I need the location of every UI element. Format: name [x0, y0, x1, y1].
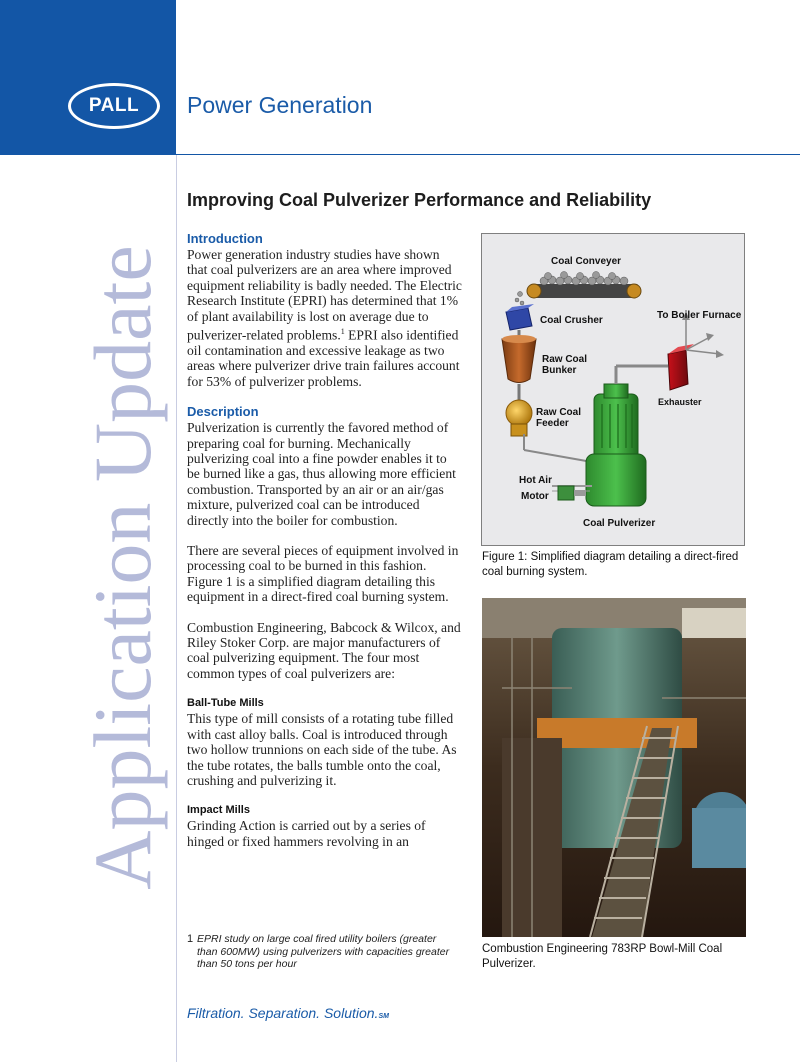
logo-text: PALL — [88, 95, 140, 116]
raw-coal-bunker — [502, 335, 536, 383]
coal-pulverizer-unit — [586, 384, 646, 506]
intro-text-a: Power generation industry studies have shown that coal pulverizers are an area where improved equipment reliability is badly needed. The Electric Research Institute (EPRI) has determined that 1% of plant availability is lost on average due to pulverizer-related problems. — [187, 247, 462, 343]
label-coal-conveyer: Coal Conveyer — [551, 256, 622, 267]
footnote-number: 1 — [187, 933, 194, 945]
service-mark: SM — [378, 1013, 389, 1020]
article-title: Improving Coal Pulverizer Performance and Reliability — [187, 190, 652, 210]
impact-mills-heading: Impact Mills — [187, 804, 250, 817]
pulverizer-photo — [482, 598, 746, 937]
label-raw-coal-bunker-2: Bunker — [542, 365, 577, 376]
label-to-boiler-furnace: To Boiler Furnace — [657, 310, 742, 321]
figure1-caption: Figure 1: Simplified diagram detailing a direct-fired coal burning system. — [482, 551, 739, 578]
coal-crusher — [506, 304, 534, 330]
motor-unit — [558, 486, 586, 500]
description-heading: Description — [187, 404, 259, 420]
label-exhauster: Exhauster — [658, 397, 702, 407]
label-raw-coal-bunker-1: Raw Coal — [542, 354, 588, 365]
figure2-caption: Combustion Engineering 783RP Bowl-Mill Coal Pulverizer. — [482, 943, 723, 970]
coal-conveyer — [515, 272, 641, 306]
sidebar-divider — [176, 155, 177, 1062]
description-paragraph-2: There are several pieces of equipment involved in processing coal to be burned in this fashion. Figure 1 is a simplified diagram detailing this equipment in a direct-fired coal burning system. — [187, 543, 459, 605]
label-hot-air: Hot Air — [519, 475, 552, 486]
vertical-title: Application Update — [77, 245, 168, 890]
description-paragraph-1: Pulverization is currently the favored method of preparing coal for burning. Mechanically pulverizing coal into a fine powder enables it to be burned like a gas, thus allowing more efficient combustion. Transported by an air or an air/gas mixture, pulverized coal can be introduced directly into the boiler for combustion. — [187, 420, 456, 528]
footnote-text: EPRI study on large coal fired utility boilers (greater than 600MW) using pulverizers with capacities greater than 50 tons per hour — [197, 933, 450, 970]
pall-logo — [68, 83, 160, 129]
intro-footnote-ref: 1 — [340, 327, 345, 337]
header-logo-block — [0, 0, 176, 155]
tagline-text: Filtration. Separation. Solution. — [187, 1005, 379, 1021]
label-raw-coal-feeder-2: Feeder — [536, 418, 569, 429]
label-motor: Motor — [521, 491, 549, 502]
raw-coal-feeder — [506, 400, 532, 436]
impact-mills-paragraph: Grinding Action is carried out by a series of hinged or fixed hammers revolving in an — [187, 818, 426, 849]
footnote — [187, 933, 455, 971]
coal-system-diagram — [482, 234, 746, 547]
article-body — [187, 231, 462, 864]
exhauster-unit — [668, 312, 724, 390]
header-divider — [176, 154, 800, 155]
intro-heading: Introduction — [187, 231, 263, 246]
ball-tube-heading: Ball-Tube Mills — [187, 697, 264, 710]
label-coal-pulverizer: Coal Pulverizer — [583, 518, 656, 529]
figure1-diagram — [481, 233, 745, 546]
tagline — [187, 1005, 389, 1021]
pulverizer-photo-illustration — [482, 598, 746, 937]
section-title: Power Generation — [187, 92, 373, 118]
intro-text-b: EPRI also identified oil contamination and excessive leakage as two areas where pulverizer drive train failures account for 53% of pulverizer problems. — [187, 327, 460, 389]
sidebar — [78, 195, 168, 940]
intro-paragraph — [187, 247, 462, 389]
description-paragraph-3: Combustion Engineering, Babcock & Wilcox, and Riley Stoker Corp. are major manufacturers of coal pulverizing equipment. The four most common types of coal pulverizers are: — [187, 619, 461, 681]
label-coal-crusher: Coal Crusher — [540, 315, 603, 326]
label-raw-coal-feeder-1: Raw Coal — [536, 407, 582, 418]
ball-tube-paragraph: This type of mill consists of a rotating tube filled with cast alloy balls. Coal is introduced through two hollow trunnions on each side of the tube. As the tube rotates, the balls tumble onto the coal, crushing and pulverizing it. — [187, 711, 457, 788]
